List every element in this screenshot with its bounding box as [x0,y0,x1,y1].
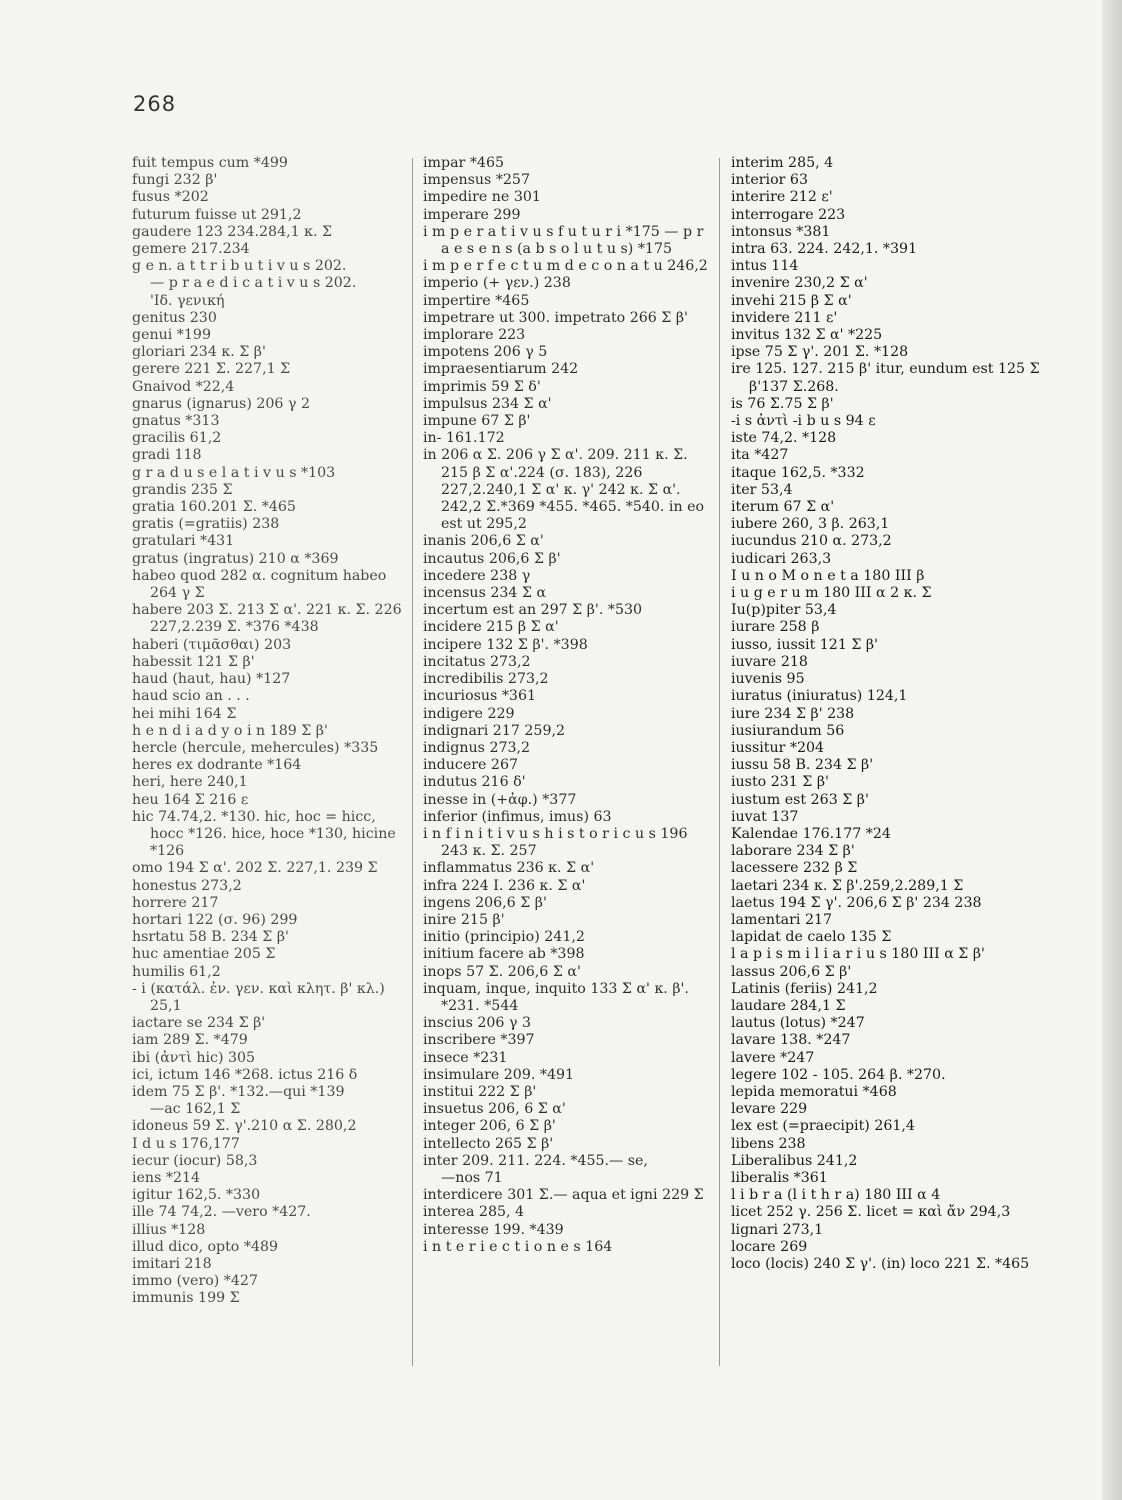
index-entry: gnarus (ignarus) 206 γ 2 [132,395,310,412]
index-entry: gnatus *313 [132,413,220,430]
index-entry: i u g e r u m 180 III α 2 κ. Σ [731,585,932,602]
index-entry: laetus 194 Σ γ'. 206,6 Σ β' 234 238 [731,894,982,911]
index-entry: fusus *202 [132,189,209,206]
index-entry: hsrtatu 58 Β. 234 Σ β' [132,929,289,946]
index-entry: insuetus 206, 6 Σ α' [423,1101,566,1118]
index-entry: illud dico, opto *489 [132,1238,279,1255]
index-entry: imperio (+ γεν.) 238 [423,275,571,292]
index-entry: itaque 162,5. *332 [731,464,865,481]
index-entry: idoneus 59 Σ. γ'.210 α Σ. 280,2 [132,1118,357,1135]
index-entry: i m p e r f e c t u m d e c o n a t u 246,2 [423,258,708,275]
index-entry: laudare 284,1 Σ [731,997,846,1014]
index-entry: ita *427 [731,447,789,464]
index-entry: hic 74.74,2. *130. hic, hoc = hicc, hocc *126. hice, hoce *130, hicine *126 [132,808,396,860]
index-entry: omo 194 Σ α'. 202 Σ. 227,1. 239 Σ [132,860,378,877]
index-entry: i n f i n i t i v u s h i s t o r i c u s 196 243 κ. Σ. 257 [423,825,688,860]
index-entry: hei mihi 164 Σ [132,705,237,722]
index-entry: iuratus (iniuratus) 124,1 [731,688,908,705]
index-entry: iusto 231 Σ β' [731,774,829,791]
index-entry: gemere 217.234 [132,241,250,258]
index-entry: impensus *257 [423,172,530,189]
index-entry: incidere 215 β Σ α' [423,619,559,636]
index-entry: imprimis 59 Σ δ' [423,378,541,395]
index-entry: haberi (τιμᾶσθαι) 203 [132,636,292,653]
index-entry: inops 57 Σ. 206,6 Σ α' [423,963,581,980]
index-entry: lex est (=praecipit) 261,4 [731,1118,915,1135]
index-entry: inter 209. 211. 224. *455.— se, —nos 71 [423,1152,648,1186]
index-entry: inire 215 β' [423,911,505,928]
index-entry: l a p i s m i l i a r i u s 180 III α Σ β' [731,946,985,963]
index-entry: laetari 234 κ. Σ β'.259,2.289,1 Σ [731,877,964,894]
index-entry: idem 75 Σ β'. *132.—qui *139 —ac 162,1 Σ [132,1083,345,1118]
index-entry: iactare se 234 Σ β' [132,1015,266,1032]
index-entry: interrogare 223 [731,206,846,223]
index-entry: iam 289 Σ. *479 [132,1032,248,1049]
index-entry: i n t e r i e c t i o n e s 164 [423,1238,613,1255]
index-entry: in 206 α Σ. 206 γ Σ α'. 209. 211 κ. Σ. 215 β Σ α'.224 (σ. 183), 226 227,2.240,1 Σ α' κ. γ' 242 κ. Σ α'. 242,2 Σ.*369 *455. *465. *540. in eo est ut 295,2 [423,447,705,533]
index-entry: iusiurandum 56 [731,722,845,739]
index-entry: inferior (infimus, imus) 63 [423,808,612,825]
index-entry: ingens 206,6 Σ β' [423,894,547,911]
index-entry: gerere 221 Σ. 227,1 Σ [132,361,291,378]
index-entry: imitari 218 [132,1256,212,1272]
index-column-3 [731,155,1041,1273]
index-entry: humilis 61,2 [132,963,221,980]
index-entry: iubere 260, 3 β. 263,1 [731,516,890,533]
index-entry: heri, here 240,1 [132,774,248,791]
index-entry: loco (locis) 240 Σ γ'. (in) loco 221 Σ. *465 [731,1256,1030,1272]
index-entry: heres ex dodrante *164 [132,757,302,774]
index-entry: fungi 232 β' [132,172,218,189]
index-entry: incipere 132 Σ β'. *398 [423,636,588,653]
index-entry: gracilis 61,2 [132,430,222,447]
index-entry: impune 67 Σ β' [423,413,531,430]
index-entry: insimulare 209. *491 [423,1066,575,1083]
index-entry: heu 164 Σ 216 ε [132,791,249,808]
index-entry: iens *214 [132,1169,201,1186]
index-entry: iure 234 Σ β' 238 [731,705,855,722]
index-entry: g e n. a t t r i b u t i v u s 202. — p r a e d i c a t i v u s 202. 'Ιδ. γενική [132,258,357,309]
index-entry: inquam, inque, inquito 133 Σ α' κ. β'. *231. *544 [423,980,689,1014]
index-entry: lassus 206,6 Σ β' [731,963,852,980]
index-entry: haud (haut, hau) *127 [132,671,291,688]
index-entry: interdicere 301 Σ.— aqua et igni 229 Σ [423,1187,704,1204]
index-entry: ille 74 74,2. —vero *427. [132,1204,311,1221]
index-entry: Liberalibus 241,2 [731,1152,858,1169]
index-entry: iuvat 137 [731,808,799,825]
index-entry: interior 63 [731,172,808,189]
index-entry: gloriari 234 κ. Σ β' [132,344,266,361]
index-entry: laborare 234 Σ β' [731,843,855,860]
index-entry: i m p e r a t i v u s f u t u r i *175 — p r a e s e n s (a b s o l u t u s) *175 [423,223,704,258]
column-divider [719,158,720,1366]
index-entry: iter 53,4 [731,481,793,498]
index-entry: lignari 273,1 [731,1221,824,1238]
index-entry: ipse 75 Σ γ'. 201 Σ. *128 [731,344,909,361]
index-entry: integer 206, 6 Σ β' [423,1118,556,1135]
index-entry: habessit 121 Σ β' [132,653,255,670]
index-entry: -i s ἀντὶ -i b u s 94 ε [731,413,876,430]
index-entry: libens 238 [731,1135,806,1152]
index-entry: horrere 217 [132,894,219,911]
index-entry: interea 285, 4 [423,1204,525,1221]
index-entry: gaudere 123 234.284,1 κ. Σ [132,223,333,240]
index-entry: futurum fuisse ut 291,2 [132,206,302,223]
index-entry: impedire ne 301 [423,189,541,206]
index-entry: interire 212 ε' [731,189,833,206]
index-entry: interesse 199. *439 [423,1221,564,1238]
index-entry: Iu(p)piter 53,4 [731,602,837,619]
index-entry: impraesentiarum 242 [423,361,579,378]
index-entry: indignus 273,2 [423,739,531,756]
index-entry: iusso, iussit 121 Σ β' [731,636,879,653]
index-entry: impotens 206 γ 5 [423,344,548,361]
index-entry: incedere 238 γ [423,567,531,584]
index-entry: invehi 215 β Σ α' [731,292,852,309]
index-entry: impetrare ut 300. impetrato 266 Σ β' [423,309,688,326]
index-entry: inflammatus 236 κ. Σ α' [423,860,595,877]
index-entry: licet 252 γ. 256 Σ. licet = καὶ ἄν 294,3 [731,1204,1011,1221]
index-entry: imperare 299 [423,206,521,223]
index-entry: inanis 206,6 Σ α' [423,533,544,550]
index-entry: insece *231 [423,1049,508,1066]
index-entry: fuit tempus cum *499 [132,155,288,171]
index-entry: locare 269 [731,1238,808,1255]
index-entry: intus 114 [731,258,799,275]
index-entry: illius *128 [132,1221,206,1238]
index-entry: l i b r a (l i t h r a) 180 III α 4 [731,1187,941,1204]
index-entry: intra 63. 224. 242,1. *391 [731,241,918,258]
index-entry: inducere 267 [423,757,519,774]
index-entry: ici, ictum 146 *268. ictus 216 δ [132,1066,358,1083]
index-entry: grandis 235 Σ [132,481,233,498]
index-entry: gratulari *431 [132,533,235,550]
index-entry: incitatus 273,2 [423,653,531,670]
index-entry: lacessere 232 β Σ [731,860,858,877]
index-entry: iustum est 263 Σ β' [731,791,869,808]
index-entry: honestus 273,2 [132,877,242,894]
index-entry: incertum est an 297 Σ β'. *530 [423,602,643,619]
index-entry: ibi (ἀντὶ hic) 305 [132,1049,256,1066]
index-entry: is 76 Σ.75 Σ β' [731,395,834,412]
index-entry: iuvenis 95 [731,671,805,688]
index-entry: iuvare 218 [731,653,808,670]
index-entry: intellecto 265 Σ β' [423,1135,554,1152]
index-entry: iussu 58 Β. 234 Σ β' [731,757,874,774]
page-number: 268 [133,92,177,116]
index-entry: institui 222 Σ β' [423,1083,537,1100]
index-entry: incuriosus *361 [423,688,537,705]
index-entry: genui *199 [132,327,211,344]
index-entry: invidere 211 ε' [731,309,838,326]
index-entry: levare 229 [731,1101,808,1118]
index-entry: immunis 199 Σ [132,1290,240,1307]
index-entry: Gnaivod *22,4 [132,378,235,395]
index-entry: haud scio an . . . [132,688,250,705]
index-entry: gradi 118 [132,447,202,464]
index-entry: ire 125. 127. 215 β' itur, eundum est 125 Σ β'137 Σ.268. [731,361,1040,395]
index-entry: in- 161.172 [423,430,505,447]
index-entry: implorare 223 [423,327,526,344]
index-entry: Latinis (feriis) 241,2 [731,980,878,997]
index-entry: indignari 217 259,2 [423,722,566,739]
index-entry: lapidat de caelo 135 Σ [731,929,892,946]
index-entry: indigere 229 [423,705,515,722]
index-entry: lautus (lotus) *247 [731,1015,865,1032]
index-entry: intonsus *381 [731,223,831,240]
index-entry: genitus 230 [132,309,217,326]
page-edge [1102,0,1122,1500]
index-entry: infra 224 I. 236 κ. Σ α' [423,877,586,894]
index-entry: impulsus 234 Σ α' [423,395,552,412]
index-entry: hortari 122 (σ. 96) 299 [132,911,298,928]
index-entry: huc amentiae 205 Σ [132,946,276,963]
index-entry: iurare 258 β [731,619,820,636]
index-entry: - i (κατάλ. ἐν. γεν. καὶ κλητ. β' κλ.) 25,1 [132,980,385,1014]
index-entry: habeo quod 282 α. cognitum habeo 264 γ Σ [132,567,387,602]
index-entry: invenire 230,2 Σ α' [731,275,868,292]
index-entry: lavere *247 [731,1049,815,1066]
index-entry: iterum 67 Σ α' [731,499,835,516]
index-entry: gratia 160.201 Σ. *465 [132,499,296,516]
index-entry: inesse in (+ἀφ.) *377 [423,791,577,808]
index-entry: iucundus 210 α. 273,2 [731,533,892,550]
index-entry: gratus (ingratus) 210 α *369 [132,550,339,567]
index-entry: impertire *465 [423,292,530,309]
index-entry: liberalis *361 [731,1169,828,1186]
index-entry: h e n d i a d y o i n 189 Σ β' [132,722,328,739]
index-entry: iussitur *204 [731,739,825,756]
index-entry: habere 203 Σ. 213 Σ α'. 221 κ. Σ. 226 227,2.239 Σ. *376 *438 [132,602,402,636]
index-column-1 [132,155,402,1308]
index-entry: impar *465 [423,155,504,171]
index-entry: incautus 206,6 Σ β' [423,550,561,567]
index-entry: incensus 234 Σ α [423,585,547,602]
index-entry: initium facere ab *398 [423,946,585,963]
index-entry: hercle (hercule, mehercules) *335 [132,739,379,756]
index-entry: lavare 138. *247 [731,1032,851,1049]
index-entry: I u n o M o n e t a 180 III β [731,567,925,584]
column-divider [412,158,413,1366]
index-entry: iecur (iocur) 58,3 [132,1152,258,1169]
index-entry: legere 102 - 105. 264 β. *270. [731,1066,946,1083]
index-entry: gratis (=gratiis) 238 [132,516,280,533]
index-entry: I d u s 176,177 [132,1135,240,1152]
index-entry: inscribere *397 [423,1032,535,1049]
index-entry: Kalendae 176.177 *24 [731,825,891,842]
index-entry: incredibilis 273,2 [423,671,549,688]
index-entry: indutus 216 δ' [423,774,526,791]
index-entry: lamentari 217 [731,911,833,928]
index-column-2 [423,155,713,1256]
index-entry: lepida memoratui *468 [731,1083,897,1100]
index-entry: igitur 162,5. *330 [132,1187,261,1204]
index-entry: g r a d u s e l a t i v u s *103 [132,464,336,481]
index-entry: immo (vero) *427 [132,1273,258,1290]
index-entry: invitus 132 Σ α' *225 [731,327,883,344]
index-entry: iste 74,2. *128 [731,430,837,447]
index-entry: iudicari 263,3 [731,550,832,567]
index-entry: inscius 206 γ 3 [423,1015,531,1032]
index-entry: initio (principio) 241,2 [423,929,585,946]
index-entry: interim 285, 4 [731,155,834,171]
